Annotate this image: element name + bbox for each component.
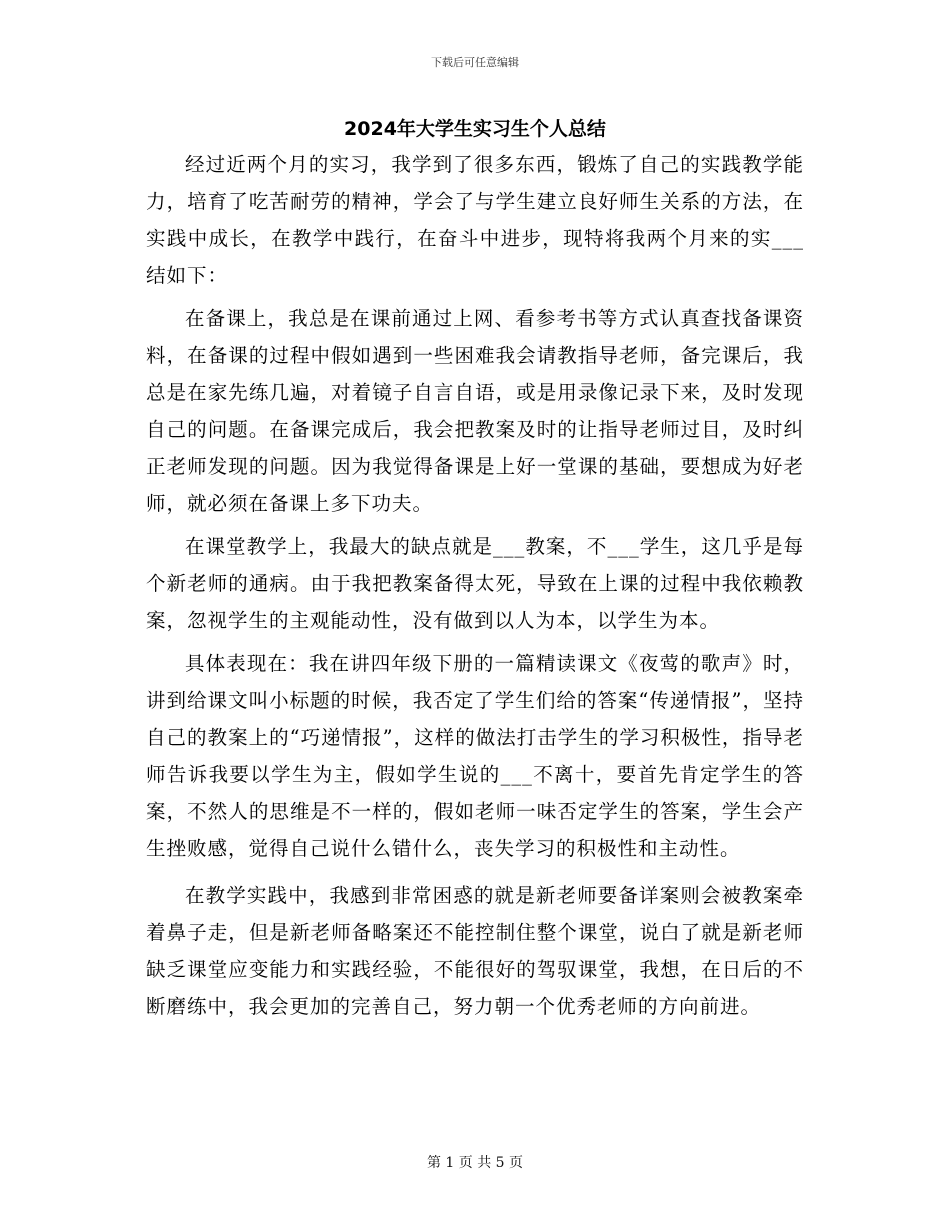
paragraph-intro: 经过近两个月的实习，我学到了很多东西，锻炼了自己的实践教学能力，培育了吃苦耐劳的精神，学会了与学生建立良好师生关系的方法，在实践中成长，在教学中践行，在奋斗中进步，现特将我两个月来的实___结如下： xyxy=(146,153,804,287)
paragraph-specific-example: 具体表现在：我在讲四年级下册的一篇精读课文《夜莺的歌声》时，讲到给课文叫小标题的时候，我否定了学生们给的答案“传递情报”，坚持自己的教案上的“巧递情报”，这样的做法打击学生的学习积极性，指导老师告诉我要以学生为主，假如学生说的___不离十，要首先肯定学生的答案，不然人的思维是不一样的，假如老师一味否定学生的答案，学生会产生挫败感，觉得自己说什么错什么，丧失学习的积极性和主动性。 xyxy=(146,652,804,860)
paragraph-teaching-practice: 在教学实践中，我感到非常困惑的就是新老师要备详案则会被教案牵着鼻子走，但是新老师备略案还不能控制住整个课堂，说白了就是新老师缺乏课堂应变能力和实践经验，不能很好的驾驭课堂，我想，在日后的不断磨练中，我会更加的完善自己，努力朝一个优秀老师的方向前进。 xyxy=(146,884,804,1018)
page-number: 第 1 页 共 5 页 xyxy=(426,1155,524,1171)
header-note: 下载后可任意编辑 xyxy=(431,56,519,69)
document-body xyxy=(146,146,804,1025)
paragraph-classroom-teaching: 在课堂教学上，我最大的缺点就是___教案，不___学生，这几乎是每个新老师的通病。由于我把教案备得太死，导致在上课的过程中我依赖教案，忽视学生的主观能动性，没有做到以人为本，以学生为本。 xyxy=(146,535,804,632)
document-title: 2024年大学生实习生个人总结 xyxy=(344,118,606,140)
paragraph-lesson-preparation: 在备课上，我总是在课前通过上网、看参考书等方式认真查找备课资料，在备课的过程中假如遇到一些困难我会请教指导老师，备完课后，我总是在家先练几遍，对着镜子自言自语，或是用录像记录下来，及时发现自己的问题。在备课完成后，我会把教案及时的让指导老师过目，及时纠正老师发现的问题。因为我觉得备课是上好一堂课的基础，要想成为好老师，就必须在备课上多下功夫。 xyxy=(146,307,804,515)
